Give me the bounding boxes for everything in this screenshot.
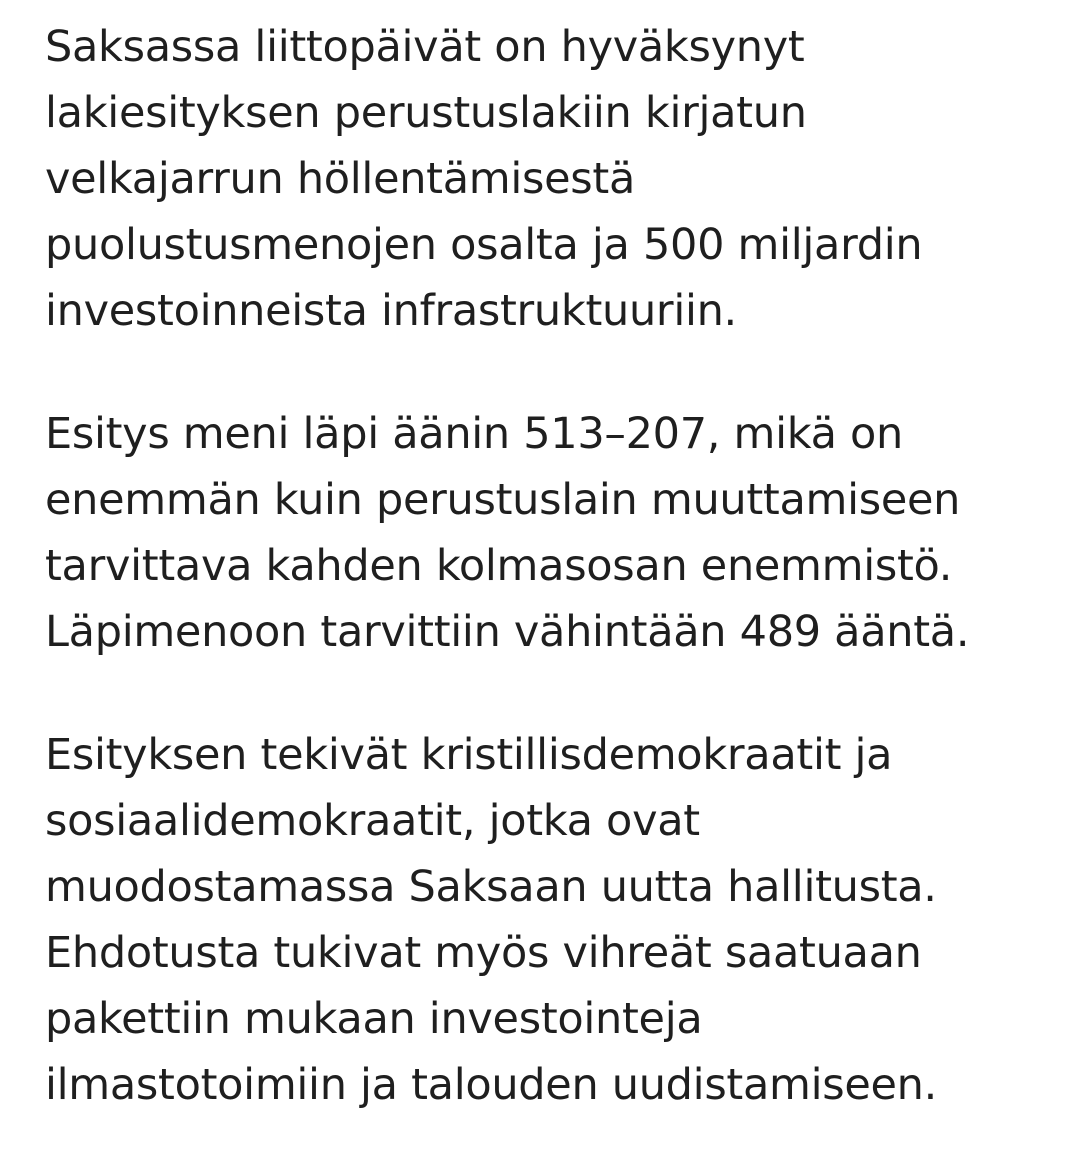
paragraph-line: enemmän kuin perustuslain muuttamiseen	[45, 475, 961, 525]
paragraph-line: tarvittava kahden kolmasosan enemmistö.	[45, 541, 953, 591]
paragraph-line: lakiesityksen perustuslakiin kirjatun	[45, 88, 807, 138]
paragraph-line: muodostamassa Saksaan uutta hallitusta.	[45, 862, 937, 912]
paragraph-line: Läpimenoon tarvittiin vähintään 489 ääntä.	[45, 607, 970, 657]
paragraph-line: puolustusmenojen osalta ja 500 miljardin	[45, 220, 923, 270]
paragraph-line: Esityksen tekivät kristillisdemokraatit ja	[45, 730, 893, 780]
paragraph-line: ilmastotoimiin ja talouden uudistamiseen.	[45, 1060, 938, 1110]
paragraph-line: Saksassa liittopäivät on hyväksynyt	[45, 22, 805, 72]
paragraph-3	[45, 722, 1065, 1118]
article-body	[45, 14, 1065, 1175]
paragraph-1	[45, 14, 1065, 344]
paragraph-2	[45, 401, 1065, 665]
paragraph-line: pakettiin mukaan investointeja	[45, 994, 703, 1044]
paragraph-line: Esitys meni läpi äänin 513–207, mikä on	[45, 409, 903, 459]
paragraph-line: sosiaalidemokraatit, jotka ovat	[45, 796, 700, 846]
paragraph-line: Ehdotusta tukivat myös vihreät saatuaan	[45, 928, 922, 978]
paragraph-line: velkajarrun höllentämisestä	[45, 154, 635, 204]
paragraph-line: investoinneista infrastruktuuriin.	[45, 286, 737, 336]
